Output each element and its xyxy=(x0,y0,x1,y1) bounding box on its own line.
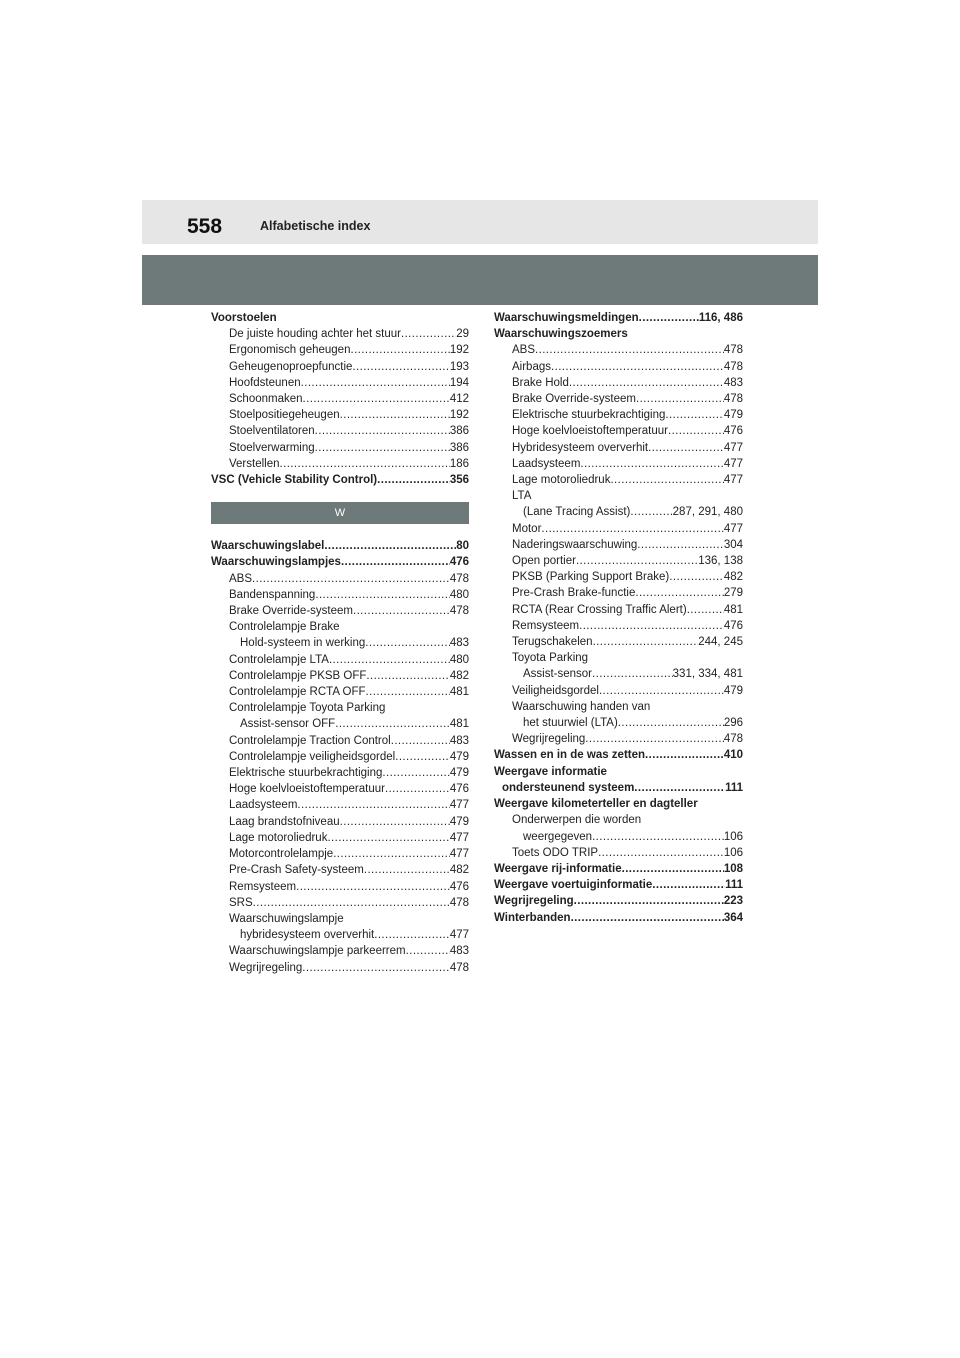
entry-page: 244, 245 xyxy=(698,636,743,649)
entry-text: Assist-sensor OFF xyxy=(240,718,336,731)
index-subentry xyxy=(494,812,743,828)
entry-page: 476 xyxy=(449,556,469,569)
entry-text: Remsysteem xyxy=(229,880,297,893)
index-entry xyxy=(211,554,469,570)
index-subentry xyxy=(211,749,469,765)
entry-page: 479 xyxy=(723,684,743,697)
dot-leader xyxy=(637,537,724,553)
index-subentry xyxy=(211,879,469,895)
dot-leader xyxy=(569,375,724,391)
dot-leader xyxy=(406,943,450,959)
entry-page: 477 xyxy=(449,799,469,812)
entry-page: 287, 291, 480 xyxy=(672,506,743,519)
entry-text: Laag brandstofniveau xyxy=(229,815,340,828)
entry-text: Waarschuwingslampje xyxy=(229,912,344,925)
page-header-bar xyxy=(142,200,818,244)
dot-leader xyxy=(303,391,450,407)
index-subentry xyxy=(494,666,743,682)
index-subentry xyxy=(211,716,469,732)
entry-text: Pre-Crash Brake-functie xyxy=(512,587,636,600)
index-subentry xyxy=(211,603,469,619)
dot-leader xyxy=(687,602,724,618)
dot-leader xyxy=(599,683,724,699)
entry-text: weergegeven xyxy=(523,830,593,843)
index-subentry xyxy=(211,423,469,439)
index-subentry xyxy=(211,765,469,781)
index-subentry xyxy=(211,927,469,943)
entry-page: 106 xyxy=(723,830,743,843)
index-subentry xyxy=(211,668,469,684)
entry-text: Hoofdsteunen xyxy=(229,376,301,389)
entry-page: 296 xyxy=(723,717,743,730)
index-subentry xyxy=(211,587,469,603)
entry-text: Hold-systeem in werking xyxy=(240,637,366,650)
entry-text: ABS xyxy=(229,572,253,585)
entry-page: 364 xyxy=(723,911,743,924)
entry-text: LTA xyxy=(512,490,532,503)
entry-text: Winterbanden xyxy=(494,911,571,924)
index-subentry xyxy=(211,814,469,830)
dot-leader xyxy=(665,407,723,423)
index-subentry xyxy=(494,456,743,472)
index-subentry xyxy=(211,830,469,846)
entry-page: 186 xyxy=(449,457,469,470)
dot-leader xyxy=(327,830,449,846)
entry-text: Waarschuwingslabel xyxy=(211,540,325,553)
dot-leader xyxy=(364,862,450,878)
entry-text: Waarschuwingslampjes xyxy=(211,556,341,569)
entry-page: 481 xyxy=(449,718,469,731)
entry-page: 193 xyxy=(449,360,469,373)
entry-text: Controlelampje Traction Control xyxy=(229,734,391,747)
index-subentry xyxy=(211,619,469,635)
entry-text: Weergave voertuiginformatie xyxy=(494,879,653,892)
entry-text: Brake Override-systeem xyxy=(229,605,353,618)
index-subentry xyxy=(494,537,743,553)
dot-leader xyxy=(571,910,724,926)
dot-leader xyxy=(296,879,450,895)
entry-page: 479 xyxy=(449,767,469,780)
index-subentry xyxy=(494,521,743,537)
entry-page: 480 xyxy=(449,588,469,601)
entry-text: Airbags xyxy=(512,360,551,373)
entry-text: Onderwerpen die worden xyxy=(512,814,642,827)
entry-text: het stuurwiel (LTA) xyxy=(523,717,618,730)
dot-leader xyxy=(366,668,449,684)
index-subentry xyxy=(211,635,469,651)
letter-section-band: W xyxy=(211,502,469,524)
index-entry xyxy=(494,764,743,780)
entry-text: Weergave rij-informatie xyxy=(494,862,622,875)
dot-leader xyxy=(374,927,450,943)
entry-text: Naderingswaarschuwing xyxy=(512,538,638,551)
entry-page: 483 xyxy=(449,734,469,747)
index-subentry xyxy=(494,391,743,407)
entry-text: Lage motoroliedruk xyxy=(229,831,328,844)
dot-leader xyxy=(335,716,450,732)
entry-text: PKSB (Parking Support Brake) xyxy=(512,571,670,584)
dot-leader xyxy=(391,733,450,749)
entry-text: Controlelampje Brake xyxy=(229,621,340,634)
entry-page: 331, 334, 481 xyxy=(672,668,743,681)
index-entry xyxy=(211,538,469,554)
dot-leader xyxy=(593,634,699,650)
entry-text: ABS xyxy=(512,344,536,357)
entry-page: 481 xyxy=(723,603,743,616)
entry-text: Weergave informatie xyxy=(494,765,607,778)
entry-text: Controlelampje Toyota Parking xyxy=(229,702,386,715)
dot-leader xyxy=(645,747,724,763)
entry-text: Waarschuwingslampje parkeerrem xyxy=(229,945,406,958)
section-title: Alfabetische index xyxy=(260,219,371,233)
index-subentry xyxy=(211,359,469,375)
entry-page: 478 xyxy=(449,605,469,618)
index-entry xyxy=(211,472,469,488)
index-entry xyxy=(494,326,743,342)
entry-page: 136, 138 xyxy=(698,555,743,568)
entries-after-letter xyxy=(211,538,469,975)
dot-leader xyxy=(598,845,724,861)
entry-page: 412 xyxy=(449,393,469,406)
entry-text: RCTA (Rear Crossing Traffic Alert) xyxy=(512,603,687,616)
index-subentry xyxy=(494,440,743,456)
dot-leader xyxy=(385,781,450,797)
entry-page: 108 xyxy=(723,862,743,875)
index-subentry xyxy=(211,895,469,911)
index-entry xyxy=(494,910,743,926)
entry-page: 192 xyxy=(449,409,469,422)
dot-leader xyxy=(652,877,725,893)
entry-text: Controlelampje RCTA OFF xyxy=(229,686,366,699)
index-subentry xyxy=(211,440,469,456)
entry-page: 477 xyxy=(723,474,743,487)
entry-page: 483 xyxy=(449,945,469,958)
dot-leader xyxy=(630,504,672,520)
dot-leader xyxy=(668,423,724,439)
index-subentry xyxy=(494,407,743,423)
entry-text: Waarschuwingsmeldingen xyxy=(494,312,639,324)
dot-leader xyxy=(333,846,450,862)
dot-leader xyxy=(585,731,724,747)
index-subentry xyxy=(494,569,743,585)
entry-page: 476 xyxy=(449,880,469,893)
index-subentry xyxy=(494,488,743,504)
index-subentry xyxy=(211,960,469,976)
index-subentry xyxy=(494,650,743,666)
entry-text: Brake Override-systeem xyxy=(512,393,636,406)
dot-leader xyxy=(551,359,724,375)
entry-page: 194 xyxy=(449,376,469,389)
entry-text: Waarschuwing handen van xyxy=(512,700,651,713)
entry-page: 479 xyxy=(449,815,469,828)
dot-leader xyxy=(622,861,724,877)
dot-leader xyxy=(297,797,449,813)
index-entry xyxy=(211,310,469,326)
dot-leader xyxy=(580,456,723,472)
entry-text: Assist-sensor xyxy=(523,668,593,681)
index-subentry xyxy=(211,733,469,749)
dot-leader xyxy=(635,585,723,601)
dot-leader xyxy=(302,960,450,976)
index-subentry xyxy=(494,472,743,488)
entry-page: 410 xyxy=(723,749,743,762)
entry-page: 477 xyxy=(449,848,469,861)
entry-page: 279 xyxy=(723,587,743,600)
index-subentry xyxy=(494,342,743,358)
dot-leader xyxy=(352,359,449,375)
dot-leader xyxy=(401,326,456,342)
dot-leader xyxy=(634,780,725,796)
entry-text: ondersteunend systeem xyxy=(502,781,635,794)
index-subentry xyxy=(494,845,743,861)
entry-text: Bandenspanning xyxy=(229,588,316,601)
entry-page: 192 xyxy=(449,344,469,357)
index-subentry xyxy=(211,407,469,423)
dot-leader xyxy=(329,652,450,668)
entry-page: 223 xyxy=(723,895,743,908)
entry-text: Remsysteem xyxy=(512,619,580,632)
index-subentry xyxy=(211,700,469,716)
page-number: 558 xyxy=(187,215,223,238)
index-entry xyxy=(494,796,743,812)
index-subentry xyxy=(494,699,743,715)
dot-leader xyxy=(315,587,449,603)
entry-page: 478 xyxy=(449,572,469,585)
entry-page: 482 xyxy=(449,669,469,682)
dot-leader xyxy=(618,715,724,731)
index-subentry xyxy=(494,683,743,699)
dot-leader xyxy=(324,538,456,554)
dot-leader xyxy=(341,554,450,570)
entry-page: 356 xyxy=(449,474,469,487)
entry-page: 477 xyxy=(449,831,469,844)
dot-leader xyxy=(669,569,724,585)
index-entry xyxy=(494,747,743,763)
dot-leader xyxy=(639,310,699,326)
index-subentry xyxy=(494,504,743,520)
index-entry xyxy=(494,780,743,796)
dot-leader xyxy=(252,571,450,587)
entry-text: Motorcontrolelampje xyxy=(229,848,334,861)
entry-text: Elektrische stuurbekrachtiging xyxy=(512,409,666,422)
entry-page: 477 xyxy=(449,929,469,942)
entry-text: De juiste houding achter het stuur xyxy=(229,328,401,341)
dot-leader xyxy=(576,553,698,569)
index-subentry xyxy=(494,634,743,650)
index-subentry xyxy=(211,375,469,391)
entry-page: 476 xyxy=(449,783,469,796)
index-entry xyxy=(494,861,743,877)
index-subentry xyxy=(211,846,469,862)
entry-page: 478 xyxy=(449,896,469,909)
entry-page: 479 xyxy=(723,409,743,422)
dot-leader xyxy=(541,521,723,537)
entry-text: Motor xyxy=(512,522,542,535)
dot-leader xyxy=(366,684,450,700)
index-subentry xyxy=(211,797,469,813)
entry-text: Stoelpositiegeheugen xyxy=(229,409,340,422)
index-column-left xyxy=(211,310,469,976)
entry-page: 478 xyxy=(723,360,743,373)
index-subentry xyxy=(211,456,469,472)
index-subentry xyxy=(211,326,469,342)
entry-text: Open portier xyxy=(512,555,576,568)
dot-leader xyxy=(350,342,449,358)
entry-text: Weergave kilometerteller en dagteller xyxy=(494,798,698,811)
entry-text: Laadsysteem xyxy=(229,799,298,812)
entry-text: Toyota Parking xyxy=(512,652,589,665)
entry-text: Wassen en in de was zetten xyxy=(494,749,646,762)
dot-leader xyxy=(395,749,450,765)
dot-leader xyxy=(315,423,450,439)
entry-text: Voorstoelen xyxy=(211,312,277,324)
entry-page: 29 xyxy=(456,328,469,341)
entry-text: Verstellen xyxy=(229,457,280,470)
entry-page: 476 xyxy=(723,619,743,632)
index-subentry xyxy=(494,423,743,439)
entry-text: Wegrijregeling xyxy=(229,961,303,974)
entry-text: Hybridesysteem oververhit xyxy=(512,441,649,454)
header-color-band xyxy=(142,255,818,305)
entry-text: Geheugenoproepfunctie xyxy=(229,360,353,373)
entry-page: 483 xyxy=(449,637,469,650)
entry-text: (Lane Tracing Assist) xyxy=(523,506,631,519)
entry-text: Veiligheidsgordel xyxy=(512,684,599,697)
entry-text: Elektrische stuurbekrachtiging xyxy=(229,767,383,780)
dot-leader xyxy=(574,893,724,909)
index-subentry xyxy=(494,829,743,845)
entry-text: Ergonomisch geheugen xyxy=(229,344,351,357)
entry-page: 480 xyxy=(449,653,469,666)
entry-page: 482 xyxy=(723,571,743,584)
index-subentry xyxy=(211,943,469,959)
dot-leader xyxy=(280,456,450,472)
dot-leader xyxy=(592,829,724,845)
index-subentry xyxy=(211,652,469,668)
entries-right xyxy=(494,310,743,926)
entry-text: SRS xyxy=(229,896,253,909)
entry-page: 304 xyxy=(723,538,743,551)
dot-leader xyxy=(353,603,450,619)
dot-leader xyxy=(301,375,450,391)
index-subentry xyxy=(494,715,743,731)
index-subentry xyxy=(211,862,469,878)
entry-page: 478 xyxy=(723,393,743,406)
entry-page: 386 xyxy=(449,441,469,454)
entry-page: 483 xyxy=(723,376,743,389)
entry-text: Hoge koelvloeistoftemperatuur xyxy=(512,425,668,438)
index-subentry xyxy=(211,781,469,797)
entry-text: Lage motoroliedruk xyxy=(512,474,611,487)
entry-text: Toets ODO TRIP xyxy=(512,846,599,859)
dot-leader xyxy=(365,635,450,651)
index-entry xyxy=(494,310,743,326)
index-subentry xyxy=(494,602,743,618)
dot-leader xyxy=(636,391,724,407)
entry-text: Controlelampje LTA xyxy=(229,653,329,666)
index-subentry xyxy=(494,731,743,747)
index-column-right xyxy=(494,310,743,926)
dot-leader xyxy=(382,765,449,781)
dot-leader xyxy=(340,814,450,830)
index-subentry xyxy=(494,618,743,634)
entry-page: 478 xyxy=(723,344,743,357)
entry-text: Laadsysteem xyxy=(512,457,581,470)
entry-text: Brake Hold xyxy=(512,376,569,389)
entry-page: 478 xyxy=(449,961,469,974)
entry-page: 111 xyxy=(725,879,743,892)
index-subentry xyxy=(494,359,743,375)
entry-text: Terugschakelen xyxy=(512,636,593,649)
index-entry xyxy=(494,877,743,893)
entry-text: hybridesysteem oververhit xyxy=(240,929,375,942)
index-subentry xyxy=(211,391,469,407)
index-subentry xyxy=(211,571,469,587)
dot-leader xyxy=(340,407,450,423)
entry-text: Hoge koelvloeistoftemperatuur xyxy=(229,783,385,796)
dot-leader xyxy=(579,618,724,634)
entry-text: Stoelventilatoren xyxy=(229,425,315,438)
index-subentry xyxy=(211,911,469,927)
entry-page: 80 xyxy=(456,540,469,553)
dot-leader xyxy=(377,472,450,488)
index-subentry xyxy=(494,585,743,601)
entry-page: 479 xyxy=(449,750,469,763)
index-subentry xyxy=(211,684,469,700)
entry-page: 106 xyxy=(723,846,743,859)
entry-text: VSC (Vehicle Stability Control) xyxy=(211,474,378,487)
entry-text: Pre-Crash Safety-systeem xyxy=(229,864,364,877)
dot-leader xyxy=(253,895,450,911)
entry-page: 477 xyxy=(723,522,743,535)
index-subentry xyxy=(494,553,743,569)
index-entry xyxy=(494,893,743,909)
dot-leader xyxy=(610,472,723,488)
dot-leader xyxy=(535,342,724,358)
dot-leader xyxy=(592,666,673,682)
entry-text: Stoelverwarming xyxy=(229,441,315,454)
entry-page: 116, 486 xyxy=(698,312,743,324)
index-subentry xyxy=(211,342,469,358)
entry-text: Schoonmaken xyxy=(229,393,303,406)
index-subentry xyxy=(494,375,743,391)
entry-page: 386 xyxy=(449,425,469,438)
entry-page: 477 xyxy=(723,441,743,454)
entry-page: 478 xyxy=(723,733,743,746)
entry-text: Wegrijregeling xyxy=(494,895,574,908)
entry-page: 477 xyxy=(723,457,743,470)
entry-page: 476 xyxy=(723,425,743,438)
dot-leader xyxy=(648,440,724,456)
entry-text: Controlelampje PKSB OFF xyxy=(229,669,367,682)
entry-text: Controlelampje veiligheidsgordel xyxy=(229,750,396,763)
entry-page: 111 xyxy=(725,781,743,794)
entries-before-letter xyxy=(211,310,469,488)
entry-text: Wegrijregeling xyxy=(512,733,586,746)
entry-page: 481 xyxy=(449,686,469,699)
dot-leader xyxy=(315,440,450,456)
entry-text: Waarschuwingszoemers xyxy=(494,328,628,341)
entry-page: 482 xyxy=(449,864,469,877)
